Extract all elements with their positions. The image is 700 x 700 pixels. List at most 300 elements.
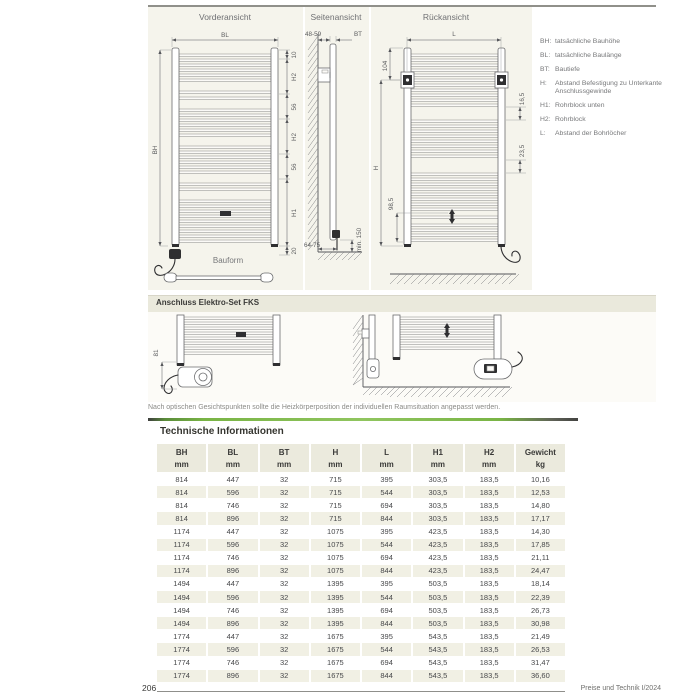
hatch-line xyxy=(308,99,318,113)
control-knob-inner xyxy=(199,373,207,381)
footer-rule xyxy=(157,691,565,692)
hatch-line xyxy=(308,225,318,239)
table-cell: 746 xyxy=(226,553,240,563)
radiator-tube xyxy=(400,342,494,345)
arrowhead xyxy=(518,160,521,164)
hatch-line xyxy=(369,387,377,395)
radiator-tube xyxy=(410,89,498,92)
radiator-tube xyxy=(179,129,271,132)
table-cell: 32 xyxy=(260,670,309,682)
radiator-tube xyxy=(410,173,498,176)
table-cell: 503,5 xyxy=(413,617,462,629)
arrowhead xyxy=(285,154,288,158)
front-view-shapes xyxy=(155,37,290,282)
dim-label-56b: 56 xyxy=(291,163,298,171)
table-cell: 18,14 xyxy=(530,579,550,589)
legend-key: H1: xyxy=(540,102,551,110)
table-cell: 1395 xyxy=(327,579,344,589)
radiator-tube xyxy=(179,54,271,57)
arrowhead xyxy=(285,179,288,183)
table-cell: 544 xyxy=(362,486,411,498)
radiator-tube xyxy=(400,317,494,320)
table-cell: 1774 xyxy=(173,658,190,668)
table-cell: 32 xyxy=(260,643,309,655)
power-cable xyxy=(164,375,178,393)
table-row xyxy=(157,539,565,551)
arrowhead xyxy=(285,94,288,98)
rear-view-label: Rückansicht xyxy=(422,12,470,22)
table-title: Technische Informationen xyxy=(160,426,284,437)
arrowhead xyxy=(497,38,501,41)
hatch-line xyxy=(353,343,363,357)
table-cell: 447 xyxy=(226,474,240,484)
hatch-line xyxy=(308,106,318,120)
table-cell: 1494 xyxy=(173,605,190,615)
table-cell: 896 xyxy=(208,565,257,577)
table-cell: 183,5 xyxy=(479,553,499,563)
table-cell: 183,5 xyxy=(479,500,499,510)
bauform-bar xyxy=(176,276,261,280)
table-row xyxy=(157,552,565,564)
table-cell: 1174 xyxy=(157,539,206,551)
hatch-line xyxy=(348,252,356,260)
radiator-tube xyxy=(410,120,498,123)
arrowhead xyxy=(172,38,176,41)
table-cell: 694 xyxy=(380,605,393,615)
hatch-line xyxy=(308,141,318,155)
table-cell: 423,5 xyxy=(413,565,462,577)
table-cell: 17,85 xyxy=(516,539,565,551)
radiator-tube xyxy=(410,216,498,219)
bauform-label: Bauform xyxy=(212,256,244,265)
hatch-line xyxy=(308,57,318,71)
table-cell: 746 xyxy=(226,605,240,615)
arrowhead xyxy=(285,90,288,94)
side-view-drawing xyxy=(304,28,368,290)
table-cell: 1395 xyxy=(311,591,360,603)
table-cell: 303,5 xyxy=(428,500,448,510)
radiator-tube xyxy=(179,114,271,117)
hatch-line xyxy=(308,64,318,78)
hatch-line xyxy=(308,176,318,190)
table-cell: 896 xyxy=(208,512,257,524)
table-cell: 423,5 xyxy=(413,539,462,551)
table-cell: 395 xyxy=(380,527,393,537)
radiator-tube xyxy=(410,234,498,237)
table-cell: 32 xyxy=(279,474,289,484)
table-cell: 844 xyxy=(362,670,411,682)
hatch-line xyxy=(353,357,363,371)
radiator-tube xyxy=(410,125,498,128)
table-cell: 1494 xyxy=(157,591,206,603)
power-cable xyxy=(512,352,522,367)
fks-front-drawing xyxy=(150,315,310,400)
arrowhead xyxy=(379,80,382,84)
foot-left xyxy=(172,244,179,247)
table-cell: 183,5 xyxy=(465,617,514,629)
hatch-line xyxy=(308,134,318,148)
table-cell: 447 xyxy=(226,579,240,589)
table-cell: 715 xyxy=(311,486,360,498)
hatch-line xyxy=(308,211,318,225)
hatch-line xyxy=(308,190,318,204)
table-cell: 32 xyxy=(279,658,289,668)
fks-front-shapes xyxy=(160,315,280,393)
radiator-tube xyxy=(410,155,498,158)
table-cell: 715 xyxy=(329,500,342,510)
table-cell: 1774 xyxy=(157,643,206,655)
table-cell: 1675 xyxy=(327,631,344,641)
table-cell: 543,5 xyxy=(428,631,448,641)
hatch-line xyxy=(308,127,318,141)
table-cell: 1774 xyxy=(173,631,190,641)
table-cell: 17,17 xyxy=(516,512,565,524)
radiator-tube xyxy=(184,337,273,340)
radiator-tube xyxy=(179,124,271,127)
dim-label-l: L xyxy=(452,31,456,38)
table-cell: 32 xyxy=(279,527,289,537)
table-cell: 844 xyxy=(362,565,411,577)
table-cell: 26,53 xyxy=(516,643,565,655)
radiator-tube xyxy=(184,322,273,325)
table-cell: 596 xyxy=(208,643,257,655)
radiator-tube xyxy=(179,69,271,72)
table-row xyxy=(157,499,565,511)
radiator-tube xyxy=(410,74,498,77)
fks-section-title: Anschluss Elektro-Set FKS xyxy=(156,298,260,307)
radiator-tube xyxy=(179,146,271,149)
legend-key: BH: xyxy=(540,38,552,45)
table-cell: 26,73 xyxy=(530,605,550,615)
hatch-line xyxy=(308,169,318,183)
arrowhead xyxy=(160,362,163,366)
dim-label-64-75: 64-75 xyxy=(304,242,321,249)
radiator-tube xyxy=(410,203,498,206)
hatch-line xyxy=(308,148,318,162)
table-header-cell: H mm xyxy=(311,444,360,472)
arrowhead xyxy=(285,59,288,63)
legend-key: BL: xyxy=(540,51,551,59)
table-cell: 32 xyxy=(279,605,289,615)
table-cell: 31,47 xyxy=(530,658,550,668)
arrowhead xyxy=(350,248,353,252)
hatch-line xyxy=(308,120,318,134)
radiator-tube xyxy=(179,151,271,154)
radiator-tube xyxy=(179,230,271,233)
table-cell: 503,5 xyxy=(413,591,462,603)
arrowhead xyxy=(285,175,288,179)
radiator-tube xyxy=(179,188,271,191)
table-cell: 447 xyxy=(226,631,240,641)
arrowhead xyxy=(379,242,382,246)
table-cell: 183,5 xyxy=(479,474,499,484)
dim-label-20: 20 xyxy=(291,247,298,255)
table-cell: 14,80 xyxy=(530,500,550,510)
table-cell: 183,5 xyxy=(465,512,514,524)
dim-label-16-5: 16,5 xyxy=(519,92,526,106)
legend-item xyxy=(540,66,662,74)
table-header-row xyxy=(157,444,565,472)
bauform-cap-right xyxy=(260,273,273,282)
table-cell: 183,5 xyxy=(465,539,514,551)
legend-item xyxy=(540,80,662,97)
radiator-tube xyxy=(179,79,271,82)
radiator-tube xyxy=(179,74,271,77)
front-view-label: Vorderansicht xyxy=(199,12,251,22)
heating-element xyxy=(332,230,340,238)
radiator-tube xyxy=(179,183,271,186)
radiator-tube xyxy=(179,134,271,137)
collector-right xyxy=(271,48,278,246)
table-cell: 423,5 xyxy=(428,553,448,563)
arrowhead xyxy=(274,38,278,41)
radiator-tube xyxy=(179,166,271,169)
hatch-line xyxy=(308,43,318,57)
table-cell: 21,11 xyxy=(531,553,550,563)
arrowhead xyxy=(388,48,391,52)
legend-text: Rohrblock xyxy=(555,116,586,124)
table-cell: 1494 xyxy=(173,579,190,589)
vent-symbol xyxy=(449,219,455,224)
power-cable xyxy=(501,246,520,262)
hatch-line xyxy=(353,336,363,350)
hatch-line xyxy=(308,85,318,99)
table-cell: 596 xyxy=(208,486,257,498)
table-row xyxy=(157,643,565,655)
dim-label-h2b: H2 xyxy=(291,132,298,142)
table-cell: 814 xyxy=(157,512,206,524)
table-cell: 447 xyxy=(226,527,240,537)
dim-label-h1: H1 xyxy=(291,208,298,218)
table-cell: 503,5 xyxy=(428,605,448,615)
hatch-line xyxy=(353,315,363,329)
legend-text: tatsächliche Baulänge xyxy=(555,51,622,59)
legend-item xyxy=(540,102,662,110)
table-header xyxy=(157,444,565,472)
radiator-tube xyxy=(179,91,271,94)
radiator-tube xyxy=(179,171,271,174)
radiator-tube xyxy=(410,64,498,67)
table-cell: 746 xyxy=(226,500,240,510)
radiator-tube xyxy=(179,109,271,112)
legend-item xyxy=(540,38,662,46)
table-cell: 746 xyxy=(226,658,240,668)
placement-note: Nach optischen Gesichtspunkten sollte die Heizkörperposition der individuellen Raumsituation angepasst werden. xyxy=(148,404,501,411)
table-cell: 844 xyxy=(362,617,411,629)
radiator-tube xyxy=(410,229,498,232)
foot-right xyxy=(271,244,278,247)
arrowhead xyxy=(285,246,288,250)
table-cell: 32 xyxy=(279,579,289,589)
legend-text: tatsächliche Bauhöhe xyxy=(555,38,620,45)
arrowhead xyxy=(285,115,288,119)
dim-label-bt: BT xyxy=(353,31,363,38)
collector-right xyxy=(273,315,280,365)
hatch-line xyxy=(375,387,383,395)
radiator-tube xyxy=(179,220,271,223)
table-row xyxy=(157,591,565,603)
dim-label-bl: BL xyxy=(221,32,229,39)
dim-label-bh: BH xyxy=(152,145,159,155)
table-cell: 1675 xyxy=(311,643,360,655)
table-row xyxy=(157,617,565,629)
arrowhead xyxy=(388,76,391,80)
table-cell: 1075 xyxy=(327,553,344,563)
arrowhead xyxy=(158,50,161,54)
table-cell: 183,5 xyxy=(479,527,499,537)
fks-rear-shapes xyxy=(390,315,522,397)
table-cell: 715 xyxy=(329,474,342,484)
table-cell: 896 xyxy=(208,617,257,629)
table-cell: 32 xyxy=(260,565,309,577)
arrowhead xyxy=(326,38,330,41)
hatch-line xyxy=(330,252,338,260)
dim-label-h2a: H2 xyxy=(291,72,298,82)
radiator-tube xyxy=(410,239,498,242)
table-cell: 844 xyxy=(362,512,411,524)
table-cell: 596 xyxy=(208,539,257,551)
radiator-tube xyxy=(410,99,498,102)
vent-symbol xyxy=(446,328,449,333)
legend xyxy=(540,38,662,144)
radiator-tube xyxy=(179,161,271,164)
table-cell: 22,39 xyxy=(516,591,565,603)
table-cell: 183,5 xyxy=(479,579,499,589)
vent-symbol xyxy=(451,214,454,219)
table-cell: 814 xyxy=(157,486,206,498)
table-header-cell: L mm xyxy=(362,444,411,472)
table-header-cell: BL mm xyxy=(208,444,257,472)
table-cell: 183,5 xyxy=(465,591,514,603)
table-cell: 36,60 xyxy=(516,670,565,682)
table-header-cell: BT mm xyxy=(260,444,309,472)
hatch-line xyxy=(342,252,350,260)
radiator-tube xyxy=(179,59,271,62)
hatch-line xyxy=(308,71,318,85)
hatch-line xyxy=(308,92,318,106)
arrowhead xyxy=(395,238,398,242)
dim-label-104: 104 xyxy=(382,60,389,72)
table-header-cell: H1 mm xyxy=(413,444,462,472)
radiator-tube xyxy=(184,332,273,335)
arrowhead xyxy=(350,240,353,244)
rear-view-drawing xyxy=(374,28,530,290)
table-cell: 303,5 xyxy=(413,512,462,524)
radiator-tube xyxy=(410,178,498,181)
radiator-tube xyxy=(410,188,498,191)
table-row xyxy=(157,526,565,538)
heating-element xyxy=(169,249,181,259)
table-cell: 303,5 xyxy=(413,486,462,498)
table-row xyxy=(157,565,565,577)
radiator-tube xyxy=(184,342,273,345)
table-cell: 1675 xyxy=(327,658,344,668)
table-cell: 1075 xyxy=(327,527,344,537)
radiator-tube xyxy=(410,145,498,148)
dim-label-98-5: 98,5 xyxy=(388,197,395,211)
table-cell: 32 xyxy=(279,500,289,510)
table-cell: 814 xyxy=(175,500,188,510)
bracket-detail xyxy=(358,331,362,334)
table-cell: 395 xyxy=(380,579,393,589)
radiator-tube xyxy=(410,130,498,133)
arrowhead xyxy=(333,247,337,250)
radiator-tube xyxy=(410,150,498,153)
table-cell: 503,5 xyxy=(428,579,448,589)
hatch-line xyxy=(308,197,318,211)
hatch-line xyxy=(308,155,318,169)
radiator-tube xyxy=(184,347,273,350)
radiator-tube xyxy=(179,225,271,228)
table-cell: 395 xyxy=(380,631,393,641)
arrowhead xyxy=(285,119,288,123)
mounting-bracket xyxy=(362,329,369,338)
hatch-line xyxy=(353,350,363,364)
table-cell: 543,5 xyxy=(413,670,462,682)
hatch-line xyxy=(336,252,344,260)
radiator-tube xyxy=(179,64,271,67)
legend-text: Bautiefe xyxy=(555,65,580,73)
hatch-line xyxy=(308,113,318,127)
legend-key: H: xyxy=(540,79,547,87)
table-cell: 32 xyxy=(260,512,309,524)
legend-item xyxy=(540,130,662,138)
arrowhead xyxy=(285,242,288,246)
arrowhead xyxy=(285,55,288,59)
radiator-tube xyxy=(410,104,498,107)
table-header-cell: Gewicht kg xyxy=(516,444,565,472)
collector-right xyxy=(494,315,501,359)
table-row xyxy=(157,630,565,642)
dim-label-min150: min. 150 xyxy=(356,227,363,253)
unit-plug-face xyxy=(487,366,494,371)
collector-left xyxy=(393,315,400,359)
table-row xyxy=(157,604,565,616)
table-row xyxy=(157,578,565,590)
table-cell: 544 xyxy=(362,539,411,551)
legend-text: Abstand Befestigung zu Unterkante Anschlussgewinde xyxy=(555,79,662,96)
dim-label-h: H xyxy=(373,165,380,171)
radiator-tube xyxy=(410,54,498,57)
bracket-screw xyxy=(406,78,409,81)
table-cell: 395 xyxy=(380,474,393,484)
table-cell: 814 xyxy=(175,474,188,484)
brand-badge xyxy=(236,332,246,337)
radiator-tube xyxy=(410,69,498,72)
table-cell: 1774 xyxy=(157,670,206,682)
table-body xyxy=(157,473,565,682)
brand-badge xyxy=(220,211,231,216)
legend-key: L: xyxy=(540,130,546,138)
table-row xyxy=(157,657,565,669)
table-cell: 30,98 xyxy=(516,617,565,629)
hatch-line xyxy=(308,204,318,218)
radiator-tube xyxy=(179,156,271,159)
table-cell: 423,5 xyxy=(428,527,448,537)
hatch-line xyxy=(318,252,326,260)
table-row xyxy=(157,473,565,485)
bracket-detail xyxy=(322,70,328,73)
radiator-tube xyxy=(410,198,498,201)
dim-label-48-59: 48-59 xyxy=(305,31,322,38)
hatch-line xyxy=(324,252,332,260)
arrowhead xyxy=(518,116,521,120)
radiator-tube xyxy=(184,327,273,330)
arrowhead xyxy=(285,150,288,154)
arrowhead xyxy=(395,213,398,217)
arrowhead xyxy=(285,50,288,54)
table-cell: 183,5 xyxy=(465,486,514,498)
